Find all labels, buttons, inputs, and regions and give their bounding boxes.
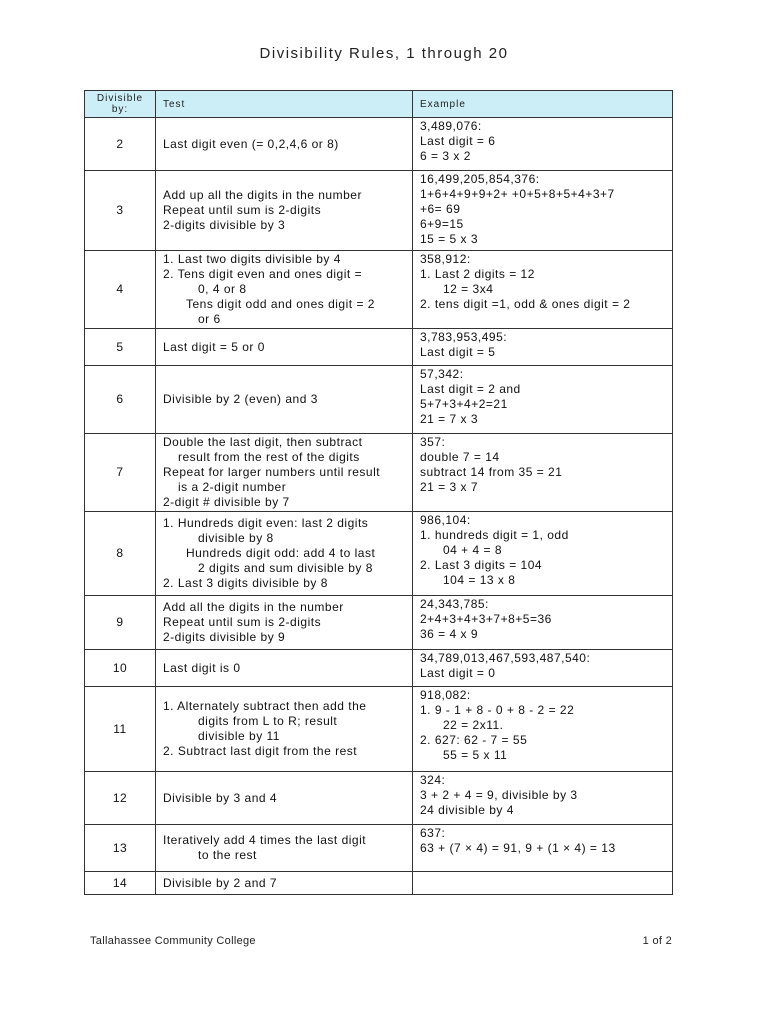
example-cell: [413, 434, 673, 512]
test-line: Repeat for larger numbers until result: [163, 465, 381, 479]
test-line: Divisible by 3 and 4: [163, 790, 278, 805]
example-line: 21 = 3 x 7: [420, 480, 479, 494]
test-line: 1. Last two digits divisible by 4: [163, 252, 341, 266]
example-line: 637:: [420, 826, 446, 840]
example-line: 04 + 4 = 8: [443, 543, 503, 557]
test-line: divisible by 8: [198, 531, 274, 545]
test-line: or 6: [198, 312, 221, 326]
table-row: [85, 434, 673, 512]
example-line: 2. 627: 62 - 7 = 55: [420, 733, 528, 747]
test-line: 2. Tens digit even and ones digit =: [163, 267, 363, 281]
example-line: 1. 9 - 1 + 8 - 0 + 8 - 2 = 22: [420, 703, 575, 717]
example-line: 24,343,785:: [420, 597, 489, 611]
table-row: [85, 650, 673, 687]
test-line: 1. Hundreds digit even: last 2 digits: [163, 516, 369, 530]
test-cell: [156, 512, 413, 596]
example-cell: [413, 118, 673, 171]
table-header-row: [85, 91, 673, 118]
divisor-cell: 9: [85, 596, 156, 650]
table-row: [85, 512, 673, 596]
example-cell: [413, 329, 673, 366]
divisor-cell: 12: [85, 772, 156, 825]
example-line: 2. tens digit =1, odd & ones digit = 2: [420, 297, 631, 311]
example-cell: [413, 171, 673, 251]
test-line: Double the last digit, then subtract: [163, 435, 363, 449]
example-line: 3,783,953,495:: [420, 330, 508, 344]
test-line: Last digit even (= 0,2,4,6 or 8): [163, 136, 339, 151]
test-line: 2 digits and sum divisible by 8: [198, 561, 373, 575]
test-cell: [156, 772, 413, 825]
test-line: 2-digits divisible by 9: [163, 630, 286, 644]
example-line: 357:: [420, 435, 446, 449]
example-line: 1. hundreds digit = 1, odd: [420, 528, 569, 542]
example-line: 36 = 4 x 9: [420, 627, 479, 641]
table-row: [85, 118, 673, 171]
test-line: to the rest: [198, 848, 257, 862]
test-cell: [156, 825, 413, 872]
table-row: [85, 825, 673, 872]
page-title: Divisibility Rules, 1 through 20: [259, 45, 509, 62]
example-cell: [413, 825, 673, 872]
example-line: 63 + (7 × 4) = 91, 9 + (1 × 4) = 13: [420, 841, 616, 855]
example-line: 15 = 5 x 3: [420, 232, 479, 246]
divisor-cell: 14: [85, 872, 156, 895]
test-cell: [156, 596, 413, 650]
example-cell: [413, 772, 673, 825]
test-line: Last digit = 5 or 0: [163, 339, 265, 354]
test-line: digits from L to R; result: [198, 714, 338, 728]
divisor-cell: 4: [85, 251, 156, 329]
table-row: [85, 687, 673, 772]
example-line: 55 = 5 x 11: [443, 748, 508, 762]
test-line: Add all the digits in the number: [163, 600, 344, 614]
test-cell: [156, 650, 413, 687]
divisor-cell: 11: [85, 687, 156, 772]
example-line: Last digit = 6: [420, 134, 496, 148]
example-cell: [413, 251, 673, 329]
example-line: 3 + 2 + 4 = 9, divisible by 3: [420, 788, 578, 802]
test-line: Tens digit odd and ones digit = 2: [186, 297, 375, 311]
table-row: [85, 329, 673, 366]
table-row: [85, 596, 673, 650]
test-line: 1. Alternately subtract then add the: [163, 699, 367, 713]
test-cell: [156, 687, 413, 772]
example-line: 1. Last 2 digits = 12: [420, 267, 535, 281]
footer-page-number: 1 of 2: [642, 935, 672, 947]
test-line: Repeat until sum is 2-digits: [163, 203, 322, 217]
divisor-cell: 2: [85, 118, 156, 171]
example-cell: [413, 872, 673, 895]
example-line: 6 = 3 x 2: [420, 149, 471, 163]
table-row: [85, 872, 673, 895]
example-line: 21 = 7 x 3: [420, 412, 479, 426]
example-line: 24 divisible by 4: [420, 803, 514, 817]
example-line: 22 = 2x11.: [443, 718, 504, 732]
table-row: [85, 772, 673, 825]
example-line: Last digit = 5: [420, 345, 496, 359]
example-cell: [413, 687, 673, 772]
example-line: 2+4+3+4+3+7+8+5=36: [420, 612, 552, 626]
test-line: Repeat until sum is 2-digits: [163, 615, 322, 629]
example-cell: [413, 512, 673, 596]
table-row: [85, 171, 673, 251]
example-line: 12 = 3x4: [443, 282, 494, 296]
example-line: 2. Last 3 digits = 104: [420, 558, 543, 572]
test-line: Last digit is 0: [163, 660, 241, 675]
test-line: Add up all the digits in the number: [163, 188, 362, 202]
example-line: 34,789,013,467,593,487,540:: [420, 651, 591, 665]
table-row: [85, 366, 673, 434]
example-cell: [413, 650, 673, 687]
test-cell: [156, 118, 413, 171]
test-line: Hundreds digit odd: add 4 to last: [186, 546, 376, 560]
test-line: 2. Subtract last digit from the rest: [163, 744, 358, 758]
example-line: 986,104:: [420, 513, 471, 527]
test-cell: [156, 872, 413, 895]
test-cell: [156, 366, 413, 434]
test-cell: [156, 251, 413, 329]
divisor-cell: 7: [85, 434, 156, 512]
header-example: Example: [413, 91, 673, 118]
example-cell: [413, 366, 673, 434]
example-cell: [413, 596, 673, 650]
test-line: is a 2-digit number: [178, 480, 287, 494]
test-cell: [156, 171, 413, 251]
divisor-cell: 5: [85, 329, 156, 366]
example-line: Last digit = 0: [420, 666, 496, 680]
test-line: result from the rest of the digits: [178, 450, 360, 464]
header-divisible-by: Divisible by:: [85, 91, 156, 118]
example-line: Last digit = 2 and: [420, 382, 521, 396]
example-line: subtract 14 from 35 = 21: [420, 465, 563, 479]
divisor-cell: 13: [85, 825, 156, 872]
divisor-cell: 6: [85, 366, 156, 434]
example-line: 1+6+4+9+9+2+ +0+5+8+5+4+3+7: [420, 187, 615, 201]
example-line: 5+7+3+4+2=21: [420, 397, 508, 411]
divisor-cell: 10: [85, 650, 156, 687]
header-test: Test: [156, 91, 413, 118]
example-line: 6+9=15: [420, 217, 464, 231]
test-line: 2. Last 3 digits divisible by 8: [163, 576, 328, 590]
test-cell: [156, 329, 413, 366]
test-line: 2-digit # divisible by 7: [163, 495, 290, 509]
example-line: 104 = 13 x 8: [443, 573, 516, 587]
example-line: 918,082:: [420, 688, 471, 702]
test-line: Divisible by 2 (even) and 3: [163, 392, 318, 406]
example-line: 358,912:: [420, 252, 471, 266]
example-line: 57,342:: [420, 367, 464, 381]
divisor-cell: 3: [85, 171, 156, 251]
example-line: 324:: [420, 773, 446, 787]
example-line: double 7 = 14: [420, 450, 500, 464]
test-line: 2-digits divisible by 3: [163, 218, 286, 232]
table-row: [85, 251, 673, 329]
test-line: divisible by 11: [198, 729, 280, 743]
example-line: 16,499,205,854,376:: [420, 172, 540, 186]
example-line: +6= 69: [420, 202, 461, 216]
footer-institution: Tallahassee Community College: [90, 935, 256, 947]
test-line: 0, 4 or 8: [198, 282, 247, 296]
example-line: 3,489,076:: [420, 119, 482, 133]
divisibility-rules-table: [84, 90, 673, 895]
test-line: Divisible by 2 and 7: [163, 875, 278, 890]
test-line: Iteratively add 4 times the last digit: [163, 833, 367, 847]
test-cell: [156, 434, 413, 512]
divisor-cell: 8: [85, 512, 156, 596]
